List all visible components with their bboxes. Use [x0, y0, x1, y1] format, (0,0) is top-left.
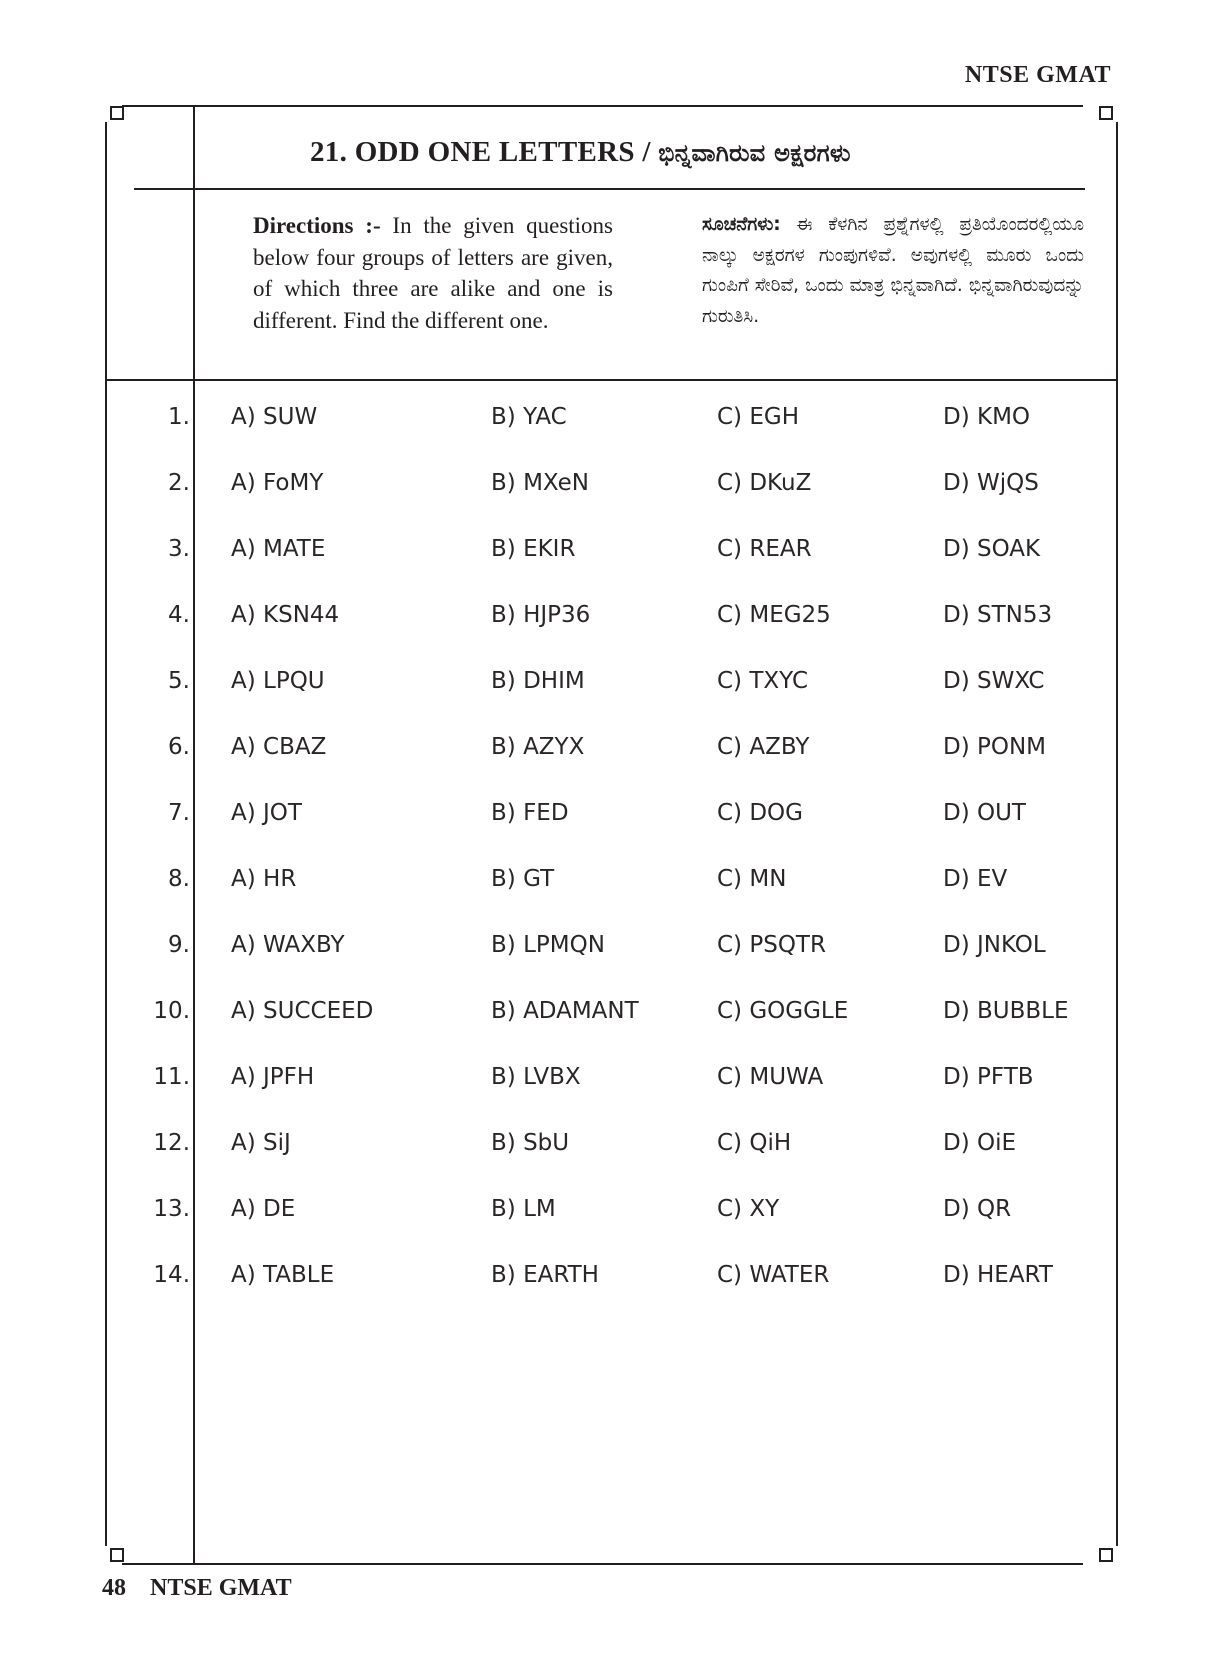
option-c: C) PSQTR	[717, 932, 826, 958]
question-row	[0, 932, 1211, 972]
question-number: 2.	[168, 470, 190, 496]
option-b: B) FED	[491, 800, 569, 826]
option-c: C) TXYC	[717, 668, 809, 694]
question-number: 3.	[168, 536, 190, 562]
option-c: C) XY	[717, 1196, 780, 1222]
option-c: C) MEG25	[717, 602, 831, 628]
option-d: D) QR	[943, 1196, 1012, 1222]
option-b: B) DHIM	[491, 668, 585, 694]
frame-corner-ornament	[1099, 106, 1113, 120]
option-c: C) REAR	[717, 536, 812, 562]
option-d: D) JNKOL	[943, 932, 1046, 958]
option-a: A) SUW	[231, 404, 318, 430]
question-number: 7.	[168, 800, 190, 826]
question-number: 4.	[168, 602, 190, 628]
option-b: B) EKIR	[491, 536, 576, 562]
option-c: C) MN	[717, 866, 787, 892]
option-d: D) STN53	[943, 602, 1053, 628]
question-row	[0, 800, 1211, 840]
option-c: C) GOGGLE	[717, 998, 849, 1024]
option-b: B) LM	[491, 1196, 556, 1222]
question-row	[0, 998, 1211, 1038]
frame-corner-ornament	[110, 1548, 124, 1562]
question-number: 1.	[168, 404, 190, 430]
question-row	[0, 1196, 1211, 1236]
option-b: B) AZYX	[491, 734, 585, 760]
option-c: C) DKuZ	[717, 470, 812, 496]
option-d: D) PFTB	[943, 1064, 1034, 1090]
question-row	[0, 470, 1211, 510]
directions-kannada	[702, 210, 1084, 332]
question-row	[0, 1064, 1211, 1104]
page-number: 48	[102, 1575, 126, 1601]
frame-corner-ornament	[110, 106, 124, 120]
option-a: A) JOT	[231, 800, 302, 826]
question-row	[0, 866, 1211, 906]
question-number: 8.	[168, 866, 190, 892]
option-d: D) WjQS	[943, 470, 1039, 496]
option-b: B) HJP36	[491, 602, 591, 628]
option-a: A) SiJ	[231, 1130, 291, 1156]
option-c: C) DOG	[717, 800, 803, 826]
option-c: C) EGH	[717, 404, 799, 430]
option-a: A) FoMY	[231, 470, 324, 496]
option-b: B) YAC	[491, 404, 567, 430]
question-number: 9.	[168, 932, 190, 958]
option-b: B) GT	[491, 866, 555, 892]
option-d: D) BUBBLE	[943, 998, 1069, 1024]
question-number: 11.	[153, 1064, 190, 1090]
option-d: D) PONM	[943, 734, 1047, 760]
question-number: 12.	[153, 1130, 190, 1156]
option-b: B) ADAMANT	[491, 998, 639, 1024]
directions-kannada-label: ಸೂಚನೆಗಳು:	[702, 214, 781, 235]
running-header: NTSE GMAT	[964, 62, 1111, 88]
option-a: A) TABLE	[231, 1262, 335, 1288]
option-a: A) KSN44	[231, 602, 340, 628]
frame-corner-ornament	[1099, 1548, 1113, 1562]
directions-english-text: In the given questions below four groups of letters are given, of which three are alike and one is different. Find the different one.	[253, 213, 614, 333]
option-a: A) SUCCEED	[231, 998, 374, 1024]
section-title-english: 21. ODD ONE LETTERS /	[310, 136, 651, 168]
question-number: 5.	[168, 668, 190, 694]
option-b: B) SbU	[491, 1130, 570, 1156]
directions-kannada-text: ಈ ಕೆಳಗಿನ ಪ್ರಶ್ನೆಗಳಲ್ಲಿ ಪ್ರತಿಯೊಂದರಲ್ಲಿಯೂ ನಾಲ್ಕು ಅಕ್ಷರಗಳ ಗುಂಪುಗಳಿವೆ. ಅವುಗಳಲ್ಲಿ ಮೂರು ಒಂದು ಗುಂಪಿಗೆ ಸೇರಿವೆ, ಒಂದು ಮಾತ್ರ ಭಿನ್ನವಾಗಿದೆ. ಭಿನ್ನವಾಗಿರುವುದನ್ನು ಗುರುತಿಸಿ.	[702, 214, 1084, 327]
option-a: A) HR	[231, 866, 297, 892]
question-number: 14.	[153, 1262, 190, 1288]
footer-title: NTSE GMAT	[150, 1575, 292, 1601]
directions-english-label: Directions :-	[253, 213, 381, 238]
option-b: B) LVBX	[491, 1064, 581, 1090]
option-c: C) QiH	[717, 1130, 792, 1156]
section-title-kannada: ಭಿನ್ನವಾಗಿರುವ ಅಕ್ಷರಗಳು	[658, 139, 851, 167]
option-b: B) LPMQN	[491, 932, 605, 958]
question-number: 13.	[153, 1196, 190, 1222]
directions-english	[253, 210, 613, 336]
option-a: A) DE	[231, 1196, 296, 1222]
question-row	[0, 536, 1211, 576]
option-d: D) SWXC	[943, 668, 1045, 694]
question-row	[0, 1262, 1211, 1302]
question-row	[0, 602, 1211, 642]
option-a: A) WAXBY	[231, 932, 345, 958]
question-row	[0, 668, 1211, 708]
question-row	[0, 404, 1211, 444]
option-d: D) KMO	[943, 404, 1031, 430]
section-title	[310, 136, 851, 169]
option-d: D) OUT	[943, 800, 1026, 826]
option-a: A) CBAZ	[231, 734, 327, 760]
option-d: D) EV	[943, 866, 1008, 892]
option-a: A) JPFH	[231, 1064, 315, 1090]
question-number: 6.	[168, 734, 190, 760]
option-b: B) MXeN	[491, 470, 589, 496]
option-d: D) OiE	[943, 1130, 1017, 1156]
question-row	[0, 734, 1211, 774]
option-a: A) LPQU	[231, 668, 325, 694]
option-c: C) AZBY	[717, 734, 810, 760]
question-row	[0, 1130, 1211, 1170]
option-c: C) MUWA	[717, 1064, 824, 1090]
option-c: C) WATER	[717, 1262, 830, 1288]
page-footer	[102, 1575, 292, 1602]
question-number: 10.	[153, 998, 190, 1024]
option-a: A) MATE	[231, 536, 326, 562]
option-d: D) SOAK	[943, 536, 1041, 562]
option-b: B) EARTH	[491, 1262, 599, 1288]
option-d: D) HEART	[943, 1262, 1053, 1288]
